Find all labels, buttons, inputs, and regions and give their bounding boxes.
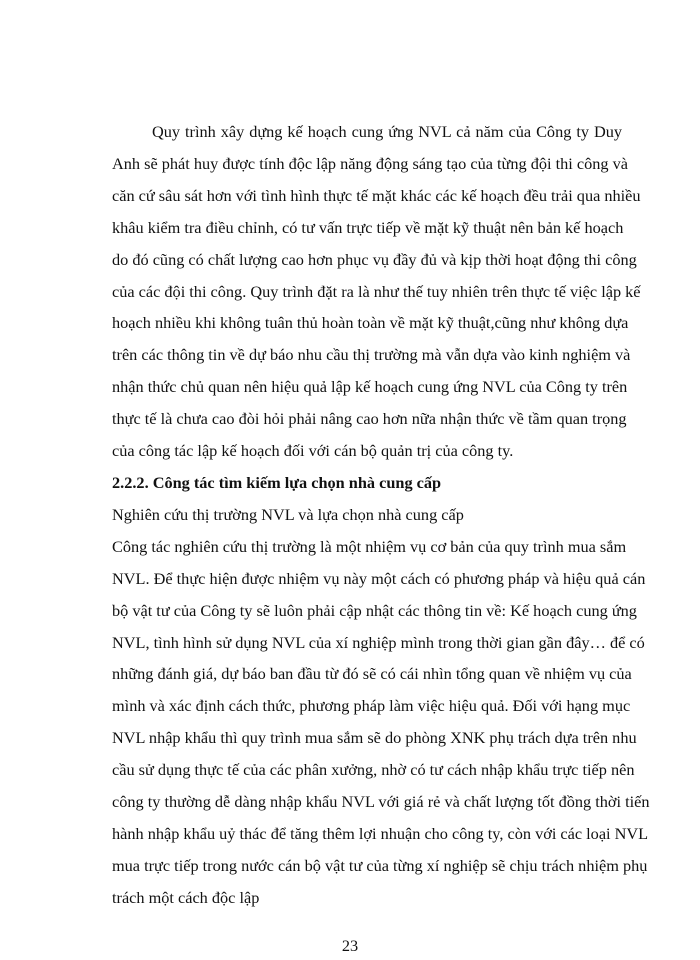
paragraph-2-line: mình và xác định cách thức, phương pháp làm việc hiệu quả. Đối với hạng mục	[112, 696, 631, 715]
paragraph-2-line: cầu sử dụng thực tế của các phân xưởng, nhờ có tư cách nhập khẩu trực tiếp nên	[112, 760, 635, 779]
paragraph-2-line: NVL, tình hình sử dụng NVL của xí nghiệp mình trong thời gian gần đây… để có	[112, 633, 645, 652]
paragraph-1-line: Anh sẽ phát huy được tính độc lập năng động sáng tạo của từng đội thi công và	[112, 154, 628, 173]
paragraph-1-line: căn cứ sâu sát hơn với tình hình thực tế mặt khác các kế hoạch đều trải qua nhiều	[112, 186, 641, 205]
paragraph-1-line: hoạch nhiều khi không tuân thủ hoàn toàn về mặt kỹ thuật,cũng như không dựa	[112, 313, 629, 332]
paragraph-1-line: khâu kiểm tra điều chỉnh, có tư vấn trực tiếp về mặt kỹ thuật nên bản kế hoạch	[112, 218, 624, 237]
paragraph-1-line: trên các thông tin về dự báo nhu cầu thị trường mà vẫn dựa vào kinh nghiệm và	[112, 345, 631, 364]
section-heading: 2.2.2. Công tác tìm kiếm lựa chọn nhà cung cấp	[112, 473, 442, 492]
paragraph-1-line: do đó cũng có chất lượng cao hơn phục vụ đầy đủ và kịp thời hoạt động thi công	[112, 250, 637, 269]
subheading: Nghiên cứu thị trường NVL và lựa chọn nhà cung cấp	[112, 505, 464, 524]
paragraph-1-line: của các đội thi công. Quy trình đặt ra là như thế tuy nhiên trên thực tế việc lập kế	[112, 282, 641, 301]
paragraph-2-line: hành nhập khẩu uỷ thác để tăng thêm lợi nhuận cho công ty, còn với các loại NVL	[112, 824, 649, 843]
paragraph-1-line: của công tác lập kế hoạch đối với cán bộ quản trị của công ty.	[112, 441, 514, 460]
paragraph-1-line: thực tế là chưa cao đòi hỏi phải nâng cao hơn nữa nhận thức về tầm quan trọng	[112, 409, 627, 428]
paragraph-2-line: NVL nhập khẩu thì quy trình mua sắm sẽ do phòng XNK phụ trách dựa trên nhu	[112, 728, 637, 747]
paragraph-2-line: mua trực tiếp trong nước cán bộ vật tư của từng xí nghiệp sẽ chịu trách nhiệm phụ	[112, 856, 648, 875]
page-number: 23	[341, 936, 359, 955]
paragraph-1-line: Quy trình xây dựng kế hoạch cung ứng NVL cả năm của Công ty Duy	[152, 122, 622, 141]
paragraph-2-line: những đánh giá, dự báo ban đầu từ đó sẽ có cái nhìn tổng quan về nhiệm vụ của	[112, 664, 632, 683]
paragraph-1-line: nhận thức chủ quan nên hiệu quả lập kế hoạch cung ứng NVL của Công ty trên	[112, 377, 628, 396]
paragraph-2-line: Công tác nghiên cứu thị trường là một nhiệm vụ cơ bản của quy trình mua sắm	[112, 537, 627, 556]
paragraph-2-line: NVL. Để thực hiện được nhiệm vụ này một cách có phương pháp và hiệu quả cán	[112, 569, 646, 588]
paragraph-2-line: trách một cách độc lập	[112, 888, 260, 907]
paragraph-2-line: bộ vật tư của Công ty sẽ luôn phải cập nhật các thông tin về: Kế hoạch cung ứng	[112, 601, 637, 620]
paragraph-2-line: công ty thường dễ dàng nhập khẩu NVL với giá rẻ và chất lượng tốt đồng thời tiến	[112, 792, 650, 811]
